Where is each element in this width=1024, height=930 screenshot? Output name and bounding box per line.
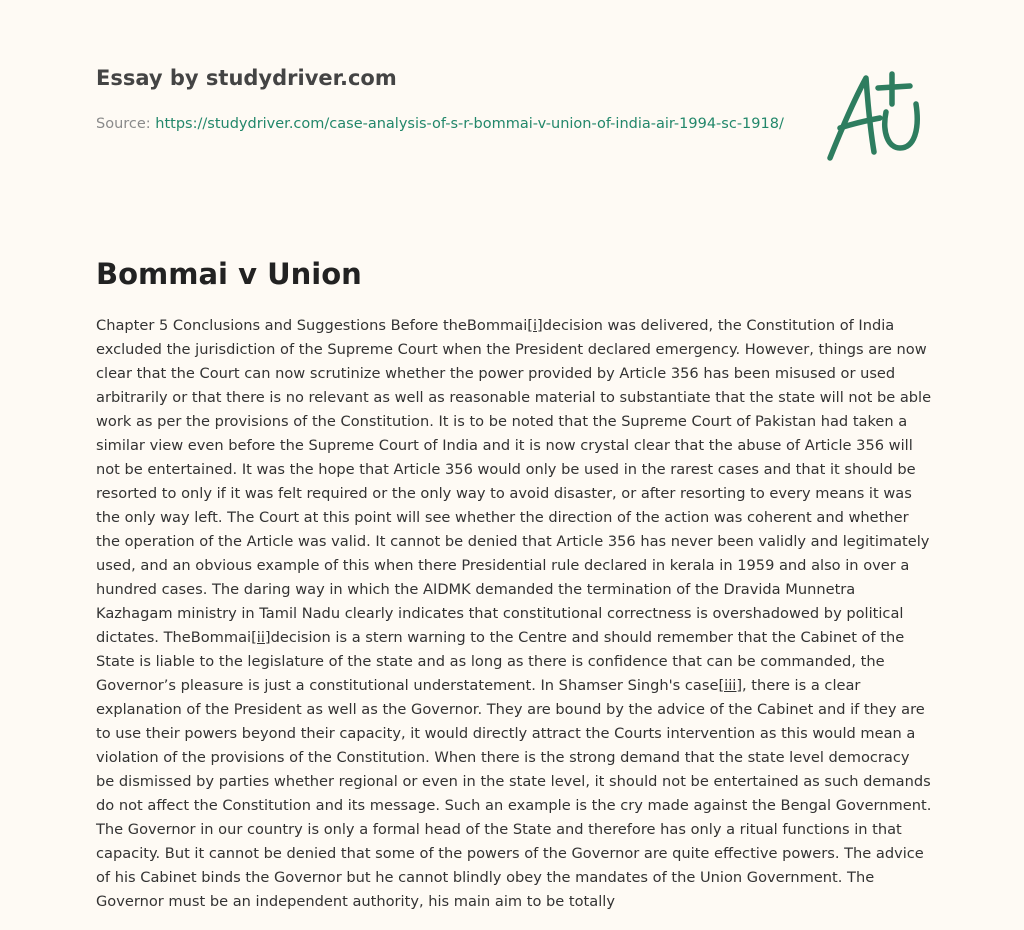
footnote-link[interactable]: [i] [527,317,543,334]
source-label: Source: [96,116,156,132]
essay-text-segment: decision is a stern warning to the Centre and should remember that the Cabinet of the State is liable to the legislature of the state and as long as there is confidence that can be commanded, the Governor’s pleasure is just a constitutional understatement. In Shamser Singh's case [96,629,905,694]
source-link[interactable]: https://studydriver.com/case-analysis-of-s-r-bommai-v-union-of-india-air-1994-sc-1918/ [155,116,784,132]
a-plus-icon [820,66,930,166]
page-header [96,62,786,136]
essay-text-segment: Chapter 5 Conclusions and Suggestions Before theBommai [96,317,528,334]
footnote-link[interactable]: [iii] [718,677,743,694]
essay-body [96,314,932,914]
site-title: Essay by studydriver.com [96,66,397,90]
footnote-link[interactable]: [ii] [251,629,271,646]
essay-title: Bommai v Union [96,257,362,291]
source-line [96,112,786,136]
essay-text-segment: , there is a clear explanation of the President as well as the Governor. They are bound by the advice of the Cabinet and if they are to use their powers beyond their capacity, it would directly attract the Courts intervention as this would mean a violation of the provisions of the Constitution. When there is the strong demand that the state level democracy be dismissed by parties whether regional or even in the state level, it should not be entertained as such demands do not affect the Constitution and its message. Such an example is the cry made against the Bengal Government. The Governor in our country is only a formal head of the State and therefore has only a ritual functions in that capacity. But it cannot be denied that some of the powers of the Governor are quite effective powers. The advice of his Cabinet binds the Governor but he cannot blindly obey the mandates of the Union Government. The Governor must be an independent authority, his main aim to be totally [96,677,932,910]
essay-text-segment: decision was delivered, the Constitution of India excluded the jurisdiction of the Supreme Court when the President declared emergency. However, things are now clear that the Court can now scrutinize whether the power provided by Article 356 has been misused or used arbitrarily or that there is no relevant as well as reasonable material to substantiate that the state will not be able work as per the provisions of the Constitution. It is to be noted that the Supreme Court of Pakistan had taken a similar view even before the Supreme Court of India and it is now crystal clear that the abuse of Article 356 will not be entertained. It was the hope that Article 356 would only be used in the rarest cases and that it should be resorted to only if it was felt required or the only way to avoid disaster, or after resorting to every means it was the only way left. The Court at this point will see whether the direction of the action was coherent and whether the operation of the Article was valid. It cannot be denied that Article 356 has never been validly and legitimately used, and an obvious example of this when there Presidential rule declared in kerala in 1959 and also in over a hundred cases. The daring way in which the AIDMK demanded the termination of the Dravida Munnetra Kazhagam ministry in Tamil Nadu clearly indicates that constitutional correctness is overshadowed by political dictates. TheBommai [96,317,932,646]
